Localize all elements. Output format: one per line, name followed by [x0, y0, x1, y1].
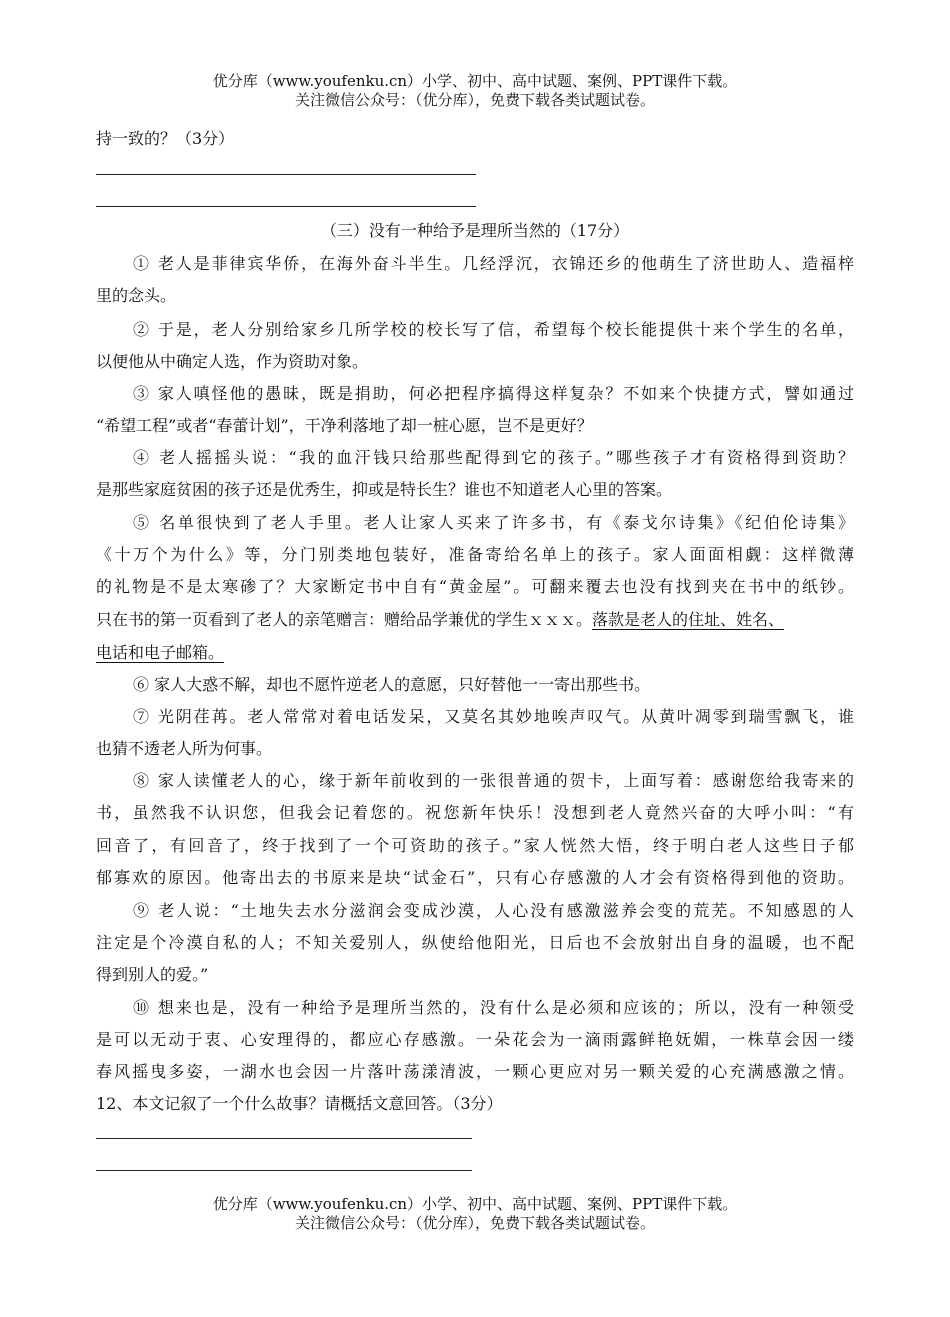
page-footer — [0, 1195, 950, 1233]
paragraph-10-line: 是可以无动于衷、心安理得的，都应心存感激。一朵花会为一滴雨露鲜艳妩媚，一株草会因一缕 — [96, 1030, 854, 1049]
paragraph-9-line: 得到别人的爱。” — [96, 965, 209, 984]
footer-line-2: 关注微信公众号：（优分库），免费下载各类试题试卷。 — [294, 1214, 655, 1232]
answer-line — [96, 1138, 472, 1139]
paragraph-3-line: “希望工程”或者“春蕾计划”，干净利落地了却一桩心愿，岂不是更好？ — [96, 416, 593, 435]
question-tail: 持一致的？（3分） — [96, 129, 235, 148]
page-header — [0, 72, 950, 110]
section-title: （三）没有一种给予是理所当然的（17分） — [320, 221, 630, 240]
paragraph-3-line: ③ 家人嗔怪他的愚昧，既是捐助，何必把程序搞得这样复杂？不如来个快捷方式，譬如通过 — [133, 384, 854, 403]
paragraph-10-line: 春风摇曳多姿，一湖水也会因一片落叶荡漾清波，一颗心更应对另一颗关爱的心充满感激之情。 — [96, 1062, 854, 1081]
paragraph-8-line: 书，虽然我不认识您，但我会记着您的。祝您新年快乐！没想到老人竟然兴奋的大呼小叫：“有 — [96, 803, 854, 822]
paragraph-5-line: 《十万个为什么》等，分门别类地包装好，准备寄给名单上的孩子。家人面面相觑：这样微薄 — [96, 545, 854, 564]
paragraph-5-line: 的礼物是不是太寒碜了？大家断定书中自有“黄金屋”。可翻来覆去也没有找到夹在书中的纸钞。 — [96, 577, 854, 596]
paragraph-1-line: ① 老人是菲律宾华侨，在海外奋斗半生。几经浮沉，衣锦还乡的他萌生了济世助人、造福梓 — [133, 254, 854, 273]
question-12: 12、本文记叙了一个什么故事？请概括文意回答。（3分） — [96, 1094, 503, 1113]
underlined-signature-text: 落款是老人的住址、姓名、 — [592, 610, 785, 629]
gift-inscription: 只在书的第一页看到了老人的亲笔赠言：赠给品学兼优的学生ｘｘｘ。 — [96, 610, 593, 629]
paragraph-5-line — [96, 607, 784, 630]
answer-line — [96, 174, 476, 175]
paragraph-8-line: 郁寡欢的原因。他寄出去的书原来是块“试金石”，只有心存感激的人才会有资格得到他的资助。 — [96, 868, 854, 887]
paragraph-10-line: ⑩ 想来也是，没有一种给予是理所当然的，没有什么是必须和应该的；所以，没有一种领受 — [133, 998, 854, 1017]
underlined-signature-text: 电话和电子邮箱。 — [96, 643, 225, 662]
paragraph-8-line: ⑧ 家人读懂老人的心，缘于新年前收到的一张很普通的贺卡，上面写着：感谢您给我寄来的 — [133, 771, 854, 790]
paragraph-8-line: 回音了，有回音了，终于找到了一个可资助的孩子。”家人恍然大悟，终于明白老人这些日子郁 — [96, 836, 854, 855]
paragraph-7-line: ⑦ 光阴荏苒。老人常常对着电话发呆，又莫名其妙地唉声叹气。从黄叶凋零到瑞雪飘飞，谁 — [133, 707, 854, 726]
paragraph-9-line: ⑨ 老人说：“土地失去水分滋润会变成沙漠，人心没有感激滋养会变的荒芜。不知感恩的人 — [133, 901, 854, 920]
paragraph-9-line: 注定是个冷漠自私的人；不知关爱别人，纵使给他阳光，日后也不会放射出自身的温暖，也不配 — [96, 933, 854, 952]
paragraph-4-line: 是那些家庭贫困的孩子还是优秀生，抑或是特长生？谁也不知道老人心里的答案。 — [96, 480, 673, 499]
answer-line — [96, 206, 476, 207]
paragraph-7-line: 也猜不透老人所为何事。 — [96, 739, 273, 758]
paragraph-5-line: ⑤ 名单很快到了老人手里。老人让家人买来了许多书，有《泰戈尔诗集》《纪伯伦诗集》 — [133, 513, 854, 532]
paragraph-6-line: ⑥ 家人大惑不解，却也不愿忤逆老人的意愿，只好替他一一寄出那些书。 — [133, 675, 651, 694]
answer-line — [96, 1170, 472, 1171]
paragraph-2-line: ② 于是，老人分别给家乡几所学校的校长写了信，希望每个校长能提供十来个学生的名单， — [133, 320, 854, 339]
header-line-1: 优分库（www.youfenku.cn）小学、初中、高中试题、案例、PPT课件下载。 — [212, 72, 738, 90]
header-line-2: 关注微信公众号：（优分库），免费下载各类试题试卷。 — [294, 91, 655, 109]
paragraph-5-line — [96, 640, 224, 663]
paragraph-2-line: 以便他从中确定人选，作为资助对象。 — [96, 352, 369, 371]
paragraph-1-line: 里的念头。 — [96, 286, 177, 305]
footer-line-1: 优分库（www.youfenku.cn）小学、初中、高中试题、案例、PPT课件下载。 — [212, 1195, 738, 1213]
paragraph-4-line: ④ 老人摇摇头说：“我的血汗钱只给那些配得到它的孩子。”哪些孩子才有资格得到资助？ — [133, 448, 854, 467]
